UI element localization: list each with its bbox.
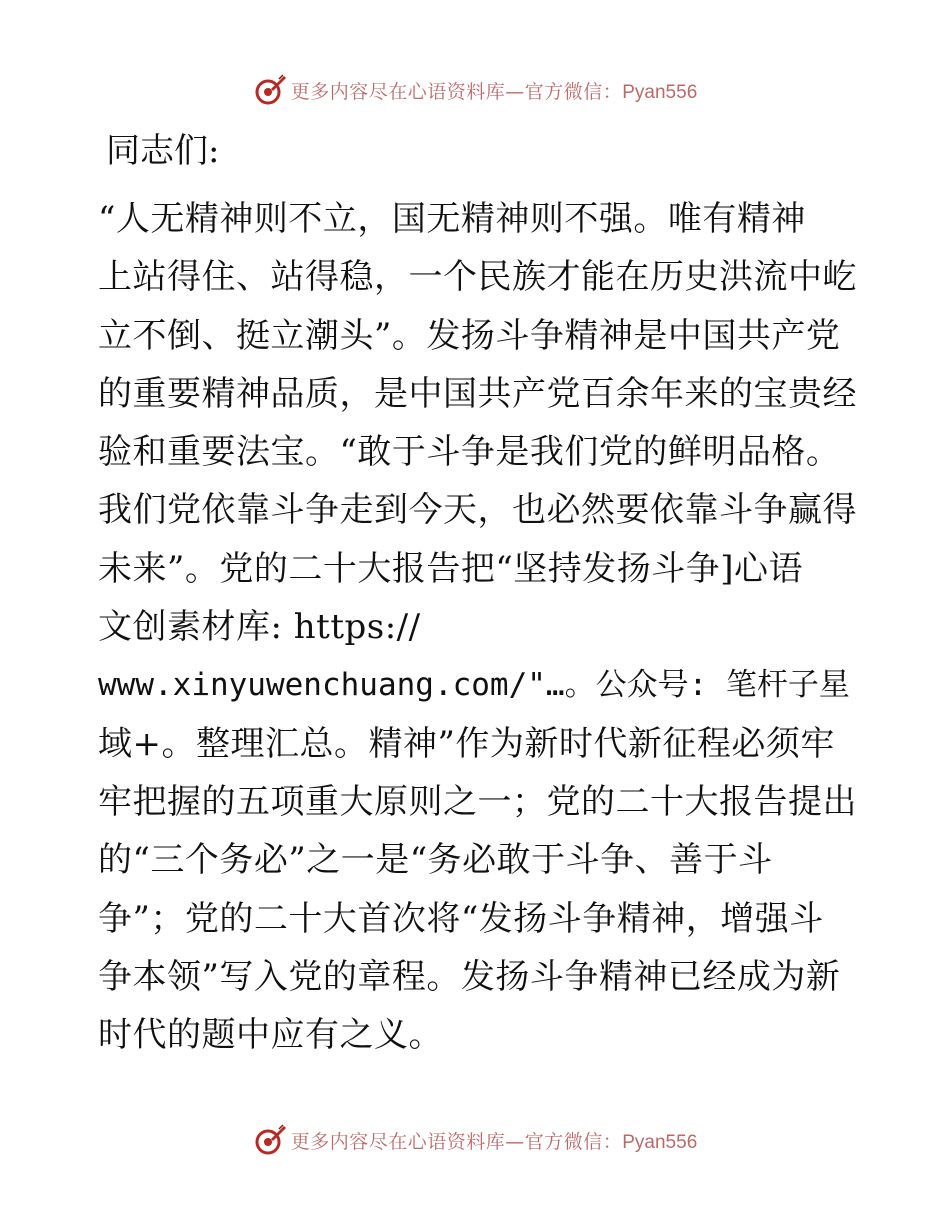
text-line: 牢把握的五项重大原则之一；党的二十大报告提出 [98,781,857,822]
text-line: 文创素材库: https:// [98,607,421,648]
quill-ink-logo-icon [253,1123,287,1157]
text-line-url: www.xinyuwenchuang.com/"…。公众号: 笔杆子星 [98,667,850,704]
text-line: 的重要精神品质，是中国共产党百余年来的宝贵经 [98,373,857,414]
text-line: 争本领”写入党的章程。发扬斗争精神已经成为新 [98,956,841,997]
text-line: 验和重要法宝。“敢于斗争是我们党的鲜明品格。 [98,432,841,473]
text-line: 我们党依靠斗争走到今天，也必然要依靠斗争赢得 [98,490,857,531]
text-line: 争”；党的二十大首次将“发扬斗争精神，增强斗 [98,898,824,939]
text-line: 时代的题中应有之义。 [98,1015,443,1056]
text-line: 立不倒、挺立潮头”。发扬斗争精神是中国共产党 [98,315,841,356]
text-line: 的“三个务必”之一是“务必敢于斗争、善于斗 [98,840,773,881]
salutation: 同志们: [106,131,220,171]
text-line: 未来”。党的二十大报告把“坚持发扬斗争]心语 [98,548,804,589]
watermark-text: 更多内容尽在心语资料库—官方微信：Pyan556 [290,1130,698,1153]
quill-ink-logo-icon [253,73,287,107]
watermark-text: 更多内容尽在心语资料库—官方微信：Pyan556 [290,80,698,103]
footer-watermark [0,1120,950,1160]
document-body [98,190,858,1064]
text-line: “人无精神则不立，国无精神则不强。唯有精神 [98,199,806,239]
text-line: 上站得住、站得稳，一个民族才能在历史洪流中屹 [98,257,857,298]
header-watermark [0,70,950,110]
text-line: 域+。整理汇总。精神”作为新时代新征程必须牢 [98,723,835,764]
